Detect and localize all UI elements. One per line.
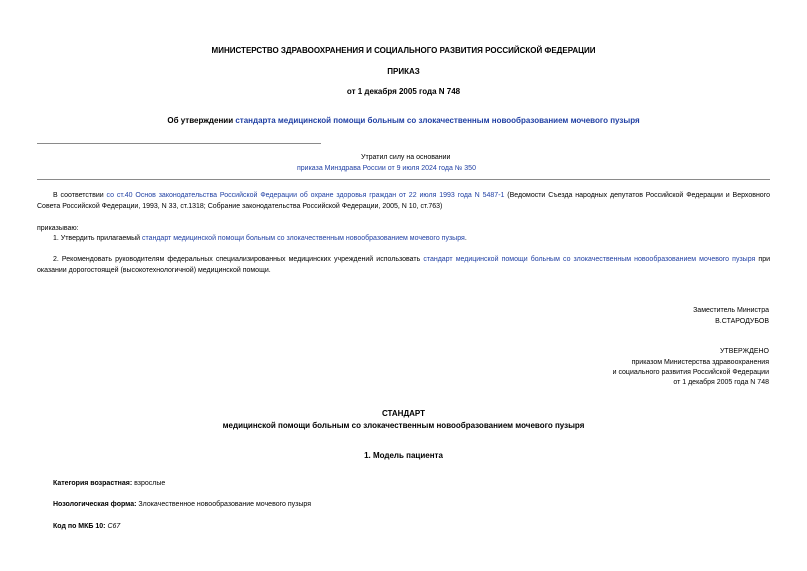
nosology-form [53, 501, 311, 508]
signature-name: В.СТАРОДУБОВ [715, 318, 769, 325]
item1-standard-link[interactable]: стандарт медицинской помощи больным со злокачественным новообразованием мочевого пузыря [141, 235, 465, 242]
age-value: взрослые [132, 480, 166, 487]
nosology-label: Нозологическая форма: [53, 501, 137, 508]
approval-line2: и социального развития Российской Федерации [612, 369, 769, 376]
item1-end: . [464, 235, 467, 242]
orders-word: приказываю: [37, 225, 79, 232]
order-item-2 [37, 255, 770, 276]
divider-bottom [37, 179, 770, 180]
nosology-value: Злокачественное новообразование мочевого пузыря [136, 501, 311, 508]
doc-date-number: от 1 декабря 2005 года N 748 [346, 87, 461, 96]
ministry-heading: МИНИСТЕРСТВО ЗДРАВООХРАНЕНИЯ И СОЦИАЛЬНОГО РАЗВИТИЯ РОССИЙСКОЙ ФЕДЕРАЦИИ [211, 46, 596, 55]
order-item-1 [53, 235, 467, 242]
status-note-link[interactable]: приказа Минздрава России от 9 июля 2024 года № 350 [297, 165, 476, 172]
icd-value: C67 [105, 523, 121, 530]
item2-standard-link[interactable]: стандарт медицинской помощи больным со злокачественным новообразованием мочевого пузыря [423, 256, 756, 263]
doc-title-prefix: Об утверждении [167, 116, 236, 125]
item2-end: при оказании дорогостоящей (высокотехнологичной) медицинской помощи. [37, 256, 770, 274]
section-patient-model: 1. Модель пациента [364, 451, 443, 460]
doc-type: ПРИКАЗ [387, 67, 420, 76]
standard-title: СТАНДАРТ [381, 409, 426, 418]
signature-position: Заместитель Министра [693, 307, 769, 314]
approval-line3: от 1 декабря 2005 года N 748 [673, 379, 769, 386]
icd-code [53, 523, 120, 530]
doc-title-link[interactable]: стандарта медицинской помощи больным со злокачественным новообразованием мочевого пузыря [235, 116, 640, 125]
approval-title: УТВЕРЖДЕНО [719, 348, 769, 355]
law-link[interactable]: со ст.40 Основ законодательства Российской Федерации об охране здоровья граждан от 22 июля 1993 года N 5487-1 [106, 192, 505, 199]
standard-subtitle: медицинской помощи больным со злокачественным новообразованием мочевого пузыря [222, 421, 585, 430]
status-note-line1: Утратил силу на основании [361, 154, 451, 161]
preamble-text-end: (Ведомости Съезда народных депутатов Российской Федерации и Верховного Совета Российской Федерации, 1993, N 33, ст.1318; Собрание законодательства Российской Федерации, 2005, N 10, ст.763) [37, 192, 770, 210]
preamble-text-start: В соответствии [53, 192, 107, 199]
approval-line1: приказом Министерства здравоохранения [631, 359, 769, 366]
item1-text: 1. Утвердить прилагаемый [53, 235, 142, 242]
icd-label: Код по МКБ 10: [53, 523, 106, 530]
preamble-paragraph [37, 191, 770, 212]
age-category [53, 480, 165, 487]
item2-text: 2. Рекомендовать руководителям федеральных специализированных медицинских учреждений использовать [53, 256, 424, 263]
age-label: Категория возрастная: [53, 480, 133, 487]
doc-title [0, 116, 807, 125]
divider-top [37, 143, 321, 144]
